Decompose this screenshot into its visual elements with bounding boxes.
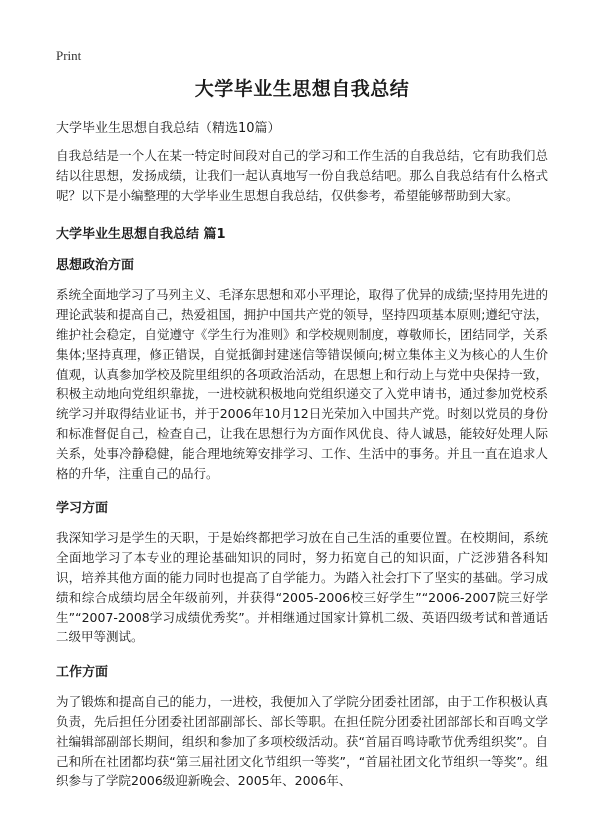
heading-study: 学习方面 xyxy=(56,501,109,517)
intro-paragraph: 自我总结是一个人在某一特定时间段对自己的学习和工作生活的自我总结，它有助我们总结以往思想，发扬成绩，让我们一起认真地写一份自我总结吧。那么自我总结有什么格式呢？以下是小编整理的大学毕业生思想自我总结，仅供参考，希望能够帮助到大家。 xyxy=(56,148,548,203)
paragraph-work: 为了锻炼和提高自己的能力，一进校，我便加入了学院分团委社团部，由于工作积极认真负责，先后担任分团委社团部副部长、部长等职。在担任院分团委社团部部长和百鸣文学社编辑部副部长期间，组织和参加了多项校级活动。获“首届百鸣诗歌节优秀组织奖”。自己和所在社团都均获“第三届社团文化节组织一等奖”，“首届社团文化节组织一等奖”。组织参与了学院2006级迎新晚会、2005年、2006年、 xyxy=(56,694,548,789)
section-title: 大学毕业生思想自我总结 篇1 xyxy=(56,227,226,243)
print-label: Print xyxy=(56,48,82,63)
document-page xyxy=(56,74,548,805)
heading-work: 工作方面 xyxy=(56,665,109,681)
paragraph-study: 我深知学习是学生的天职，于是始终都把学习放在自己生活的重要位置。在校期间，系统全面地学习了本专业的理论基础知识的同时，努力拓宽自己的知识面，广泛涉猎各科知识，培养其他方面的能力同时也提高了自学能力。为踏入社会打下了坚实的基础。学习成绩和综合成绩均居全年级前列，并获得“2005-2006校三好学生”“2006-2007院三好学生”“2007-2008学习成绩优秀奖”。并相继通过国家计算机二级、英语四级考试和普通话二级甲等测试。 xyxy=(56,530,548,645)
paragraph-politics: 系统全面地学习了马列主义、毛泽东思想和邓小平理论，取得了优异的成绩;坚持用先进的理论武装和提高自己，热爱祖国，拥护中国共产党的领导，坚持四项基本原则;遵纪守法，维护社会稳定，自觉遵守《学生行为准则》和学校规则制度，尊敬师长，团结同学，关系集体;坚持真理，修正错误，自觉抵御封建迷信等错误倾向;树立集体主义为核心的人生价值观，认真参加学校及院里组织的各项政治活动，在思想上和行动上与党中央保持一致，积极主动地向党组织靠拢，一进校就积极地向党组织递交了入党申请书，通过参加党校系统学习并取得结业证书，并于2006年10月12日光荣加入中国共产党。时刻以党员的身份和标准督促自己，检查自己，让我在思想行为方面作风优良、待人诚恳，能较好处理人际关系，处事冷静稳健，能合理地统筹安排学习、工作、生活中的事务。并且一直在追求人格的升华，注重自己的品行。 xyxy=(56,287,548,481)
document-title: 大学毕业生思想自我总结 xyxy=(194,78,410,100)
document-subtitle: 大学毕业生思想自我总结（精选10篇） xyxy=(56,121,281,136)
heading-politics: 思想政治方面 xyxy=(56,258,135,274)
